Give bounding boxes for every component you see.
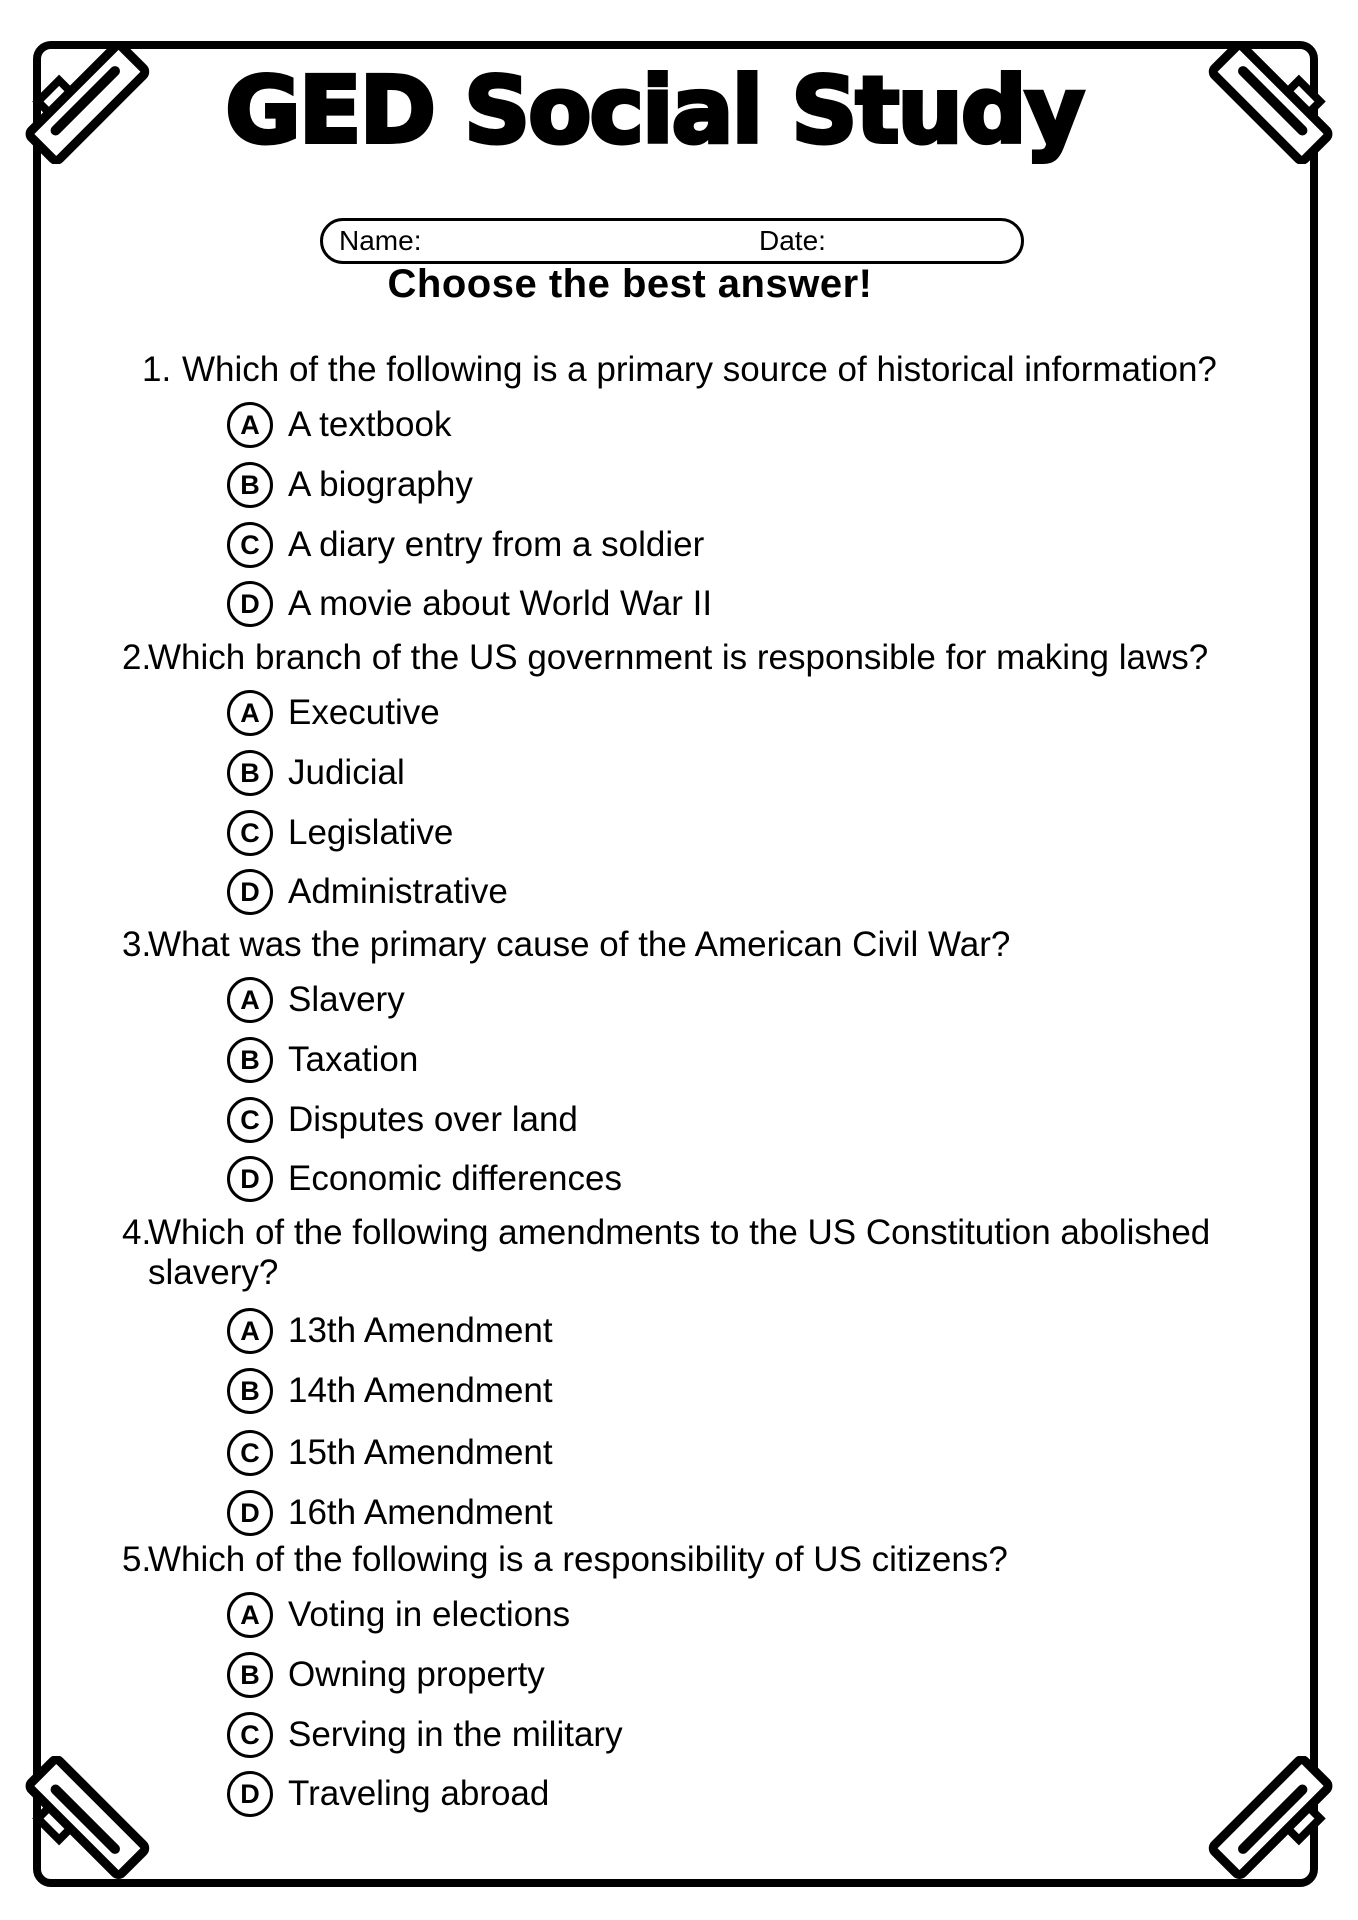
option-text: A movie about World War II bbox=[288, 584, 713, 623]
question-text bbox=[122, 1539, 1008, 1581]
answer-bubble[interactable]: A bbox=[227, 402, 273, 448]
option-text: Traveling abroad bbox=[288, 1774, 550, 1813]
question-number: 4. bbox=[122, 1213, 152, 1252]
question-line: Which of the following is a responsibility of US citizens? bbox=[148, 1540, 1008, 1579]
answer-bubble[interactable]: D bbox=[227, 1490, 273, 1536]
question-line: Which of the following is a primary source of historical information? bbox=[182, 350, 1217, 389]
option-row[interactable] bbox=[227, 1592, 570, 1638]
question-text bbox=[122, 637, 1208, 679]
question-number: 1. bbox=[142, 350, 172, 389]
option-row[interactable] bbox=[227, 1771, 549, 1817]
answer-bubble[interactable]: D bbox=[227, 1771, 273, 1817]
option-text: Executive bbox=[288, 693, 440, 732]
option-row[interactable] bbox=[227, 1097, 578, 1143]
answer-bubble[interactable]: B bbox=[227, 462, 273, 508]
name-fill-area[interactable] bbox=[433, 223, 733, 258]
option-row[interactable] bbox=[227, 690, 440, 736]
answer-bubble[interactable]: B bbox=[227, 1037, 273, 1083]
option-text: A textbook bbox=[288, 405, 452, 444]
answer-bubble[interactable]: D bbox=[227, 869, 273, 915]
answer-bubble[interactable]: B bbox=[227, 1652, 273, 1698]
option-row[interactable] bbox=[227, 1368, 553, 1414]
option-row[interactable] bbox=[227, 977, 405, 1023]
option-row[interactable] bbox=[227, 869, 508, 915]
answer-bubble[interactable]: C bbox=[227, 810, 273, 856]
option-text: A diary entry from a soldier bbox=[288, 525, 705, 564]
question-text bbox=[122, 924, 1010, 966]
option-text: Legislative bbox=[288, 813, 454, 852]
option-row[interactable] bbox=[227, 402, 451, 448]
option-row[interactable] bbox=[227, 1156, 622, 1202]
option-text: Disputes over land bbox=[288, 1100, 578, 1139]
answer-bubble[interactable]: A bbox=[227, 977, 273, 1023]
question-line: What was the primary cause of the American Civil War? bbox=[148, 925, 1011, 964]
answer-bubble[interactable]: C bbox=[227, 522, 273, 568]
option-text: A biography bbox=[288, 465, 473, 504]
question-number: 3. bbox=[122, 925, 152, 964]
corner-bracket-bottom-left-icon bbox=[10, 1756, 160, 1906]
question-text-line-2: slavery? bbox=[148, 1253, 279, 1292]
name-date-bar bbox=[320, 218, 1024, 264]
option-text: Owning property bbox=[288, 1655, 545, 1694]
option-row[interactable] bbox=[227, 522, 704, 568]
answer-bubble[interactable]: D bbox=[227, 1156, 273, 1202]
option-text: 16th Amendment bbox=[288, 1493, 553, 1532]
option-text: Voting in elections bbox=[288, 1595, 571, 1634]
answer-bubble[interactable]: A bbox=[227, 1592, 273, 1638]
question-number: 2. bbox=[122, 638, 152, 677]
answer-bubble[interactable]: B bbox=[227, 1368, 273, 1414]
option-text: Taxation bbox=[288, 1040, 419, 1079]
option-text: Judicial bbox=[288, 753, 405, 792]
answer-bubble[interactable]: A bbox=[227, 690, 273, 736]
option-row[interactable] bbox=[227, 810, 453, 856]
answer-bubble[interactable]: C bbox=[227, 1430, 273, 1476]
answer-bubble[interactable]: C bbox=[227, 1097, 273, 1143]
instruction-text: Choose the best answer! bbox=[387, 262, 873, 306]
option-text: Administrative bbox=[288, 872, 508, 911]
page-title: GED Social Study bbox=[225, 57, 1083, 164]
answer-bubble[interactable]: B bbox=[227, 750, 273, 796]
option-row[interactable] bbox=[227, 1490, 553, 1536]
question-number: 5. bbox=[122, 1540, 152, 1579]
question-text bbox=[122, 1212, 1210, 1254]
option-text: 13th Amendment bbox=[288, 1311, 553, 1350]
name-label: Name: bbox=[339, 224, 422, 256]
option-row[interactable] bbox=[227, 1037, 418, 1083]
option-text: 14th Amendment bbox=[288, 1371, 553, 1410]
option-text: Slavery bbox=[288, 980, 405, 1019]
option-row[interactable] bbox=[227, 581, 712, 627]
option-row[interactable] bbox=[227, 1308, 553, 1354]
option-text: Economic differences bbox=[288, 1159, 622, 1198]
corner-bracket-bottom-right-icon bbox=[1198, 1756, 1348, 1906]
option-text: 15th Amendment bbox=[288, 1433, 553, 1472]
answer-bubble[interactable]: A bbox=[227, 1308, 273, 1354]
option-text: Serving in the military bbox=[288, 1715, 623, 1754]
option-row[interactable] bbox=[227, 750, 405, 796]
question-text bbox=[142, 349, 1217, 391]
option-row[interactable] bbox=[227, 462, 473, 508]
option-row[interactable] bbox=[227, 1652, 545, 1698]
answer-bubble[interactable]: C bbox=[227, 1712, 273, 1758]
question-line: Which of the following amendments to the US Constitution abolished bbox=[148, 1213, 1211, 1252]
date-fill-area[interactable] bbox=[833, 223, 1013, 258]
option-row[interactable] bbox=[227, 1712, 623, 1758]
option-row[interactable] bbox=[227, 1430, 553, 1476]
date-label: Date: bbox=[759, 224, 826, 256]
question-line: Which branch of the US government is responsible for making laws? bbox=[148, 638, 1209, 677]
answer-bubble[interactable]: D bbox=[227, 581, 273, 627]
